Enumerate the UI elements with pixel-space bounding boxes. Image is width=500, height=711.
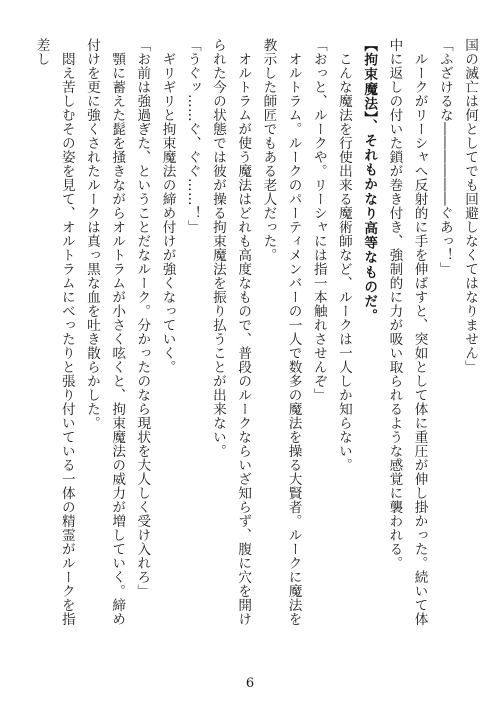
paragraph: 顎に蓄えた髭を掻きながらオルトラムが小さく呟くと、拘束魔法の威力が増していく。締め付けを更に強くされたルークは真っ黒な血を吐き散らかした。: [83, 38, 126, 626]
paragraph: 「おっと、ルークや。リーシャには指一本触れさせんぞ」: [310, 38, 327, 402]
paragraph: 「お前は強過ぎた、ということだなルーク。分かったのなら現状を大人しく受け入れろ」: [134, 38, 151, 598]
paragraph: 【拘束魔法】、それもかなり高等なものだ。: [361, 38, 378, 324]
paragraph: 「ふざけるな――――――ぐあっ！」: [436, 38, 453, 276]
paragraph: オルトラム。ルークのパーティメンバーの一人で数多の魔法を操る大賢者。ルークに魔法を教示した師匠でもある老人だった。: [260, 38, 302, 626]
paragraph: 「うぐッ……ぐ、ぐぐ……！」: [184, 38, 201, 234]
novel-page-text: [18, 38, 482, 638]
paragraph: 国の滅亡は何としてでも回避しなくてはなりません」: [462, 38, 478, 374]
paragraph: ギリギリと拘束魔法の締め付けが強くなっていく。: [159, 38, 176, 374]
paragraph: ルークがリーシャへ反射的に手を伸ばすと、突如として体に重圧が伸し掛かった。続いて体中に返しの付いた鎖が巻き付き、強制的に力が吸い取られるような感覚に襲われる。: [386, 38, 428, 626]
page-number: 6: [245, 676, 255, 691]
paragraph: オルトラムが使う魔法はどれも高度なもので、普段のルークならいざ知らず、腹に穴を開けられた今の状態では彼が操る拘束魔法を振り払うことが出来ない。: [209, 38, 252, 626]
paragraph: こんな魔法を行使出来る魔術師など、ルークは一人しか知らない。: [335, 38, 352, 472]
paragraph: 悶え苦しむその姿を見て、オルトラムにべったりと張り付いている一体の精霊がルークを指差し: [33, 38, 75, 626]
